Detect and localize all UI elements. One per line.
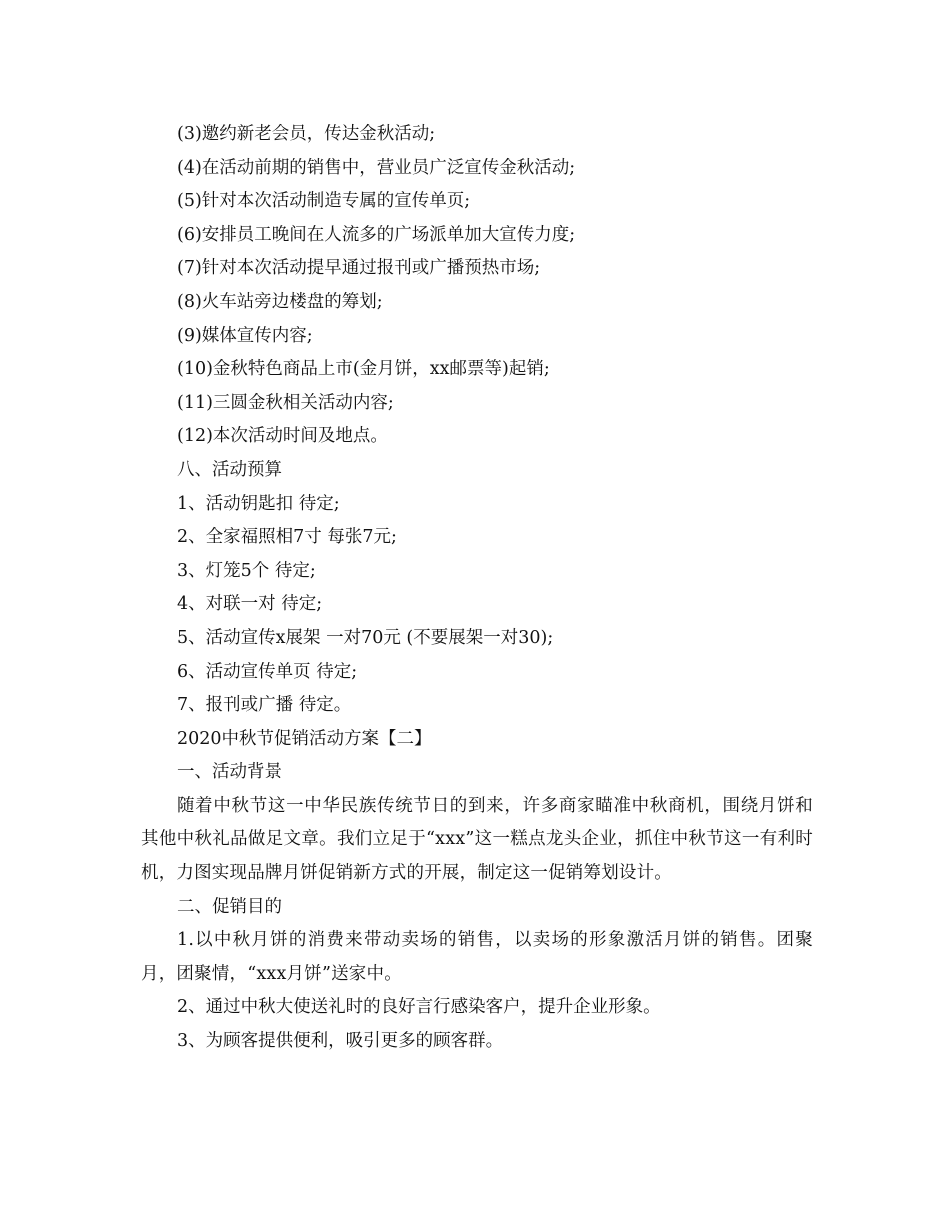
- paragraph-background: 随着中秋节这一中华民族传统节日的到来，许多商家瞄准中秋商机，围绕月饼和其他中秋礼品做足文章。我们立足于“xxx”这一糕点龙头企业，抓住中秋节这一有利时机，力图实现品牌月饼促销新方式的开展，制定这一促销筹划设计。: [141, 795, 813, 884]
- budget-item-display-stand: 5、活动宣传x展架 一对70元 (不要展架一对30);: [177, 627, 554, 648]
- list-item-evening-flyers: (6)安排员工晚间在人流多的广场派单加大宣传力度;: [177, 224, 576, 245]
- list-item-invite-members: (3)邀约新老会员，传达金秋活动;: [177, 124, 436, 144]
- section-heading-budget: 八、活动预算: [177, 459, 282, 480]
- budget-item-press-radio: 7、报刊或广播 待定。: [177, 695, 352, 716]
- list-item-station-estate: (8)火车站旁边楼盘的筹划;: [177, 291, 383, 312]
- list-item-time-place: (12)本次活动时间及地点。: [177, 426, 388, 447]
- list-item-media-warmup: (7)针对本次活动提早通过报刊或广播预热市场;: [177, 258, 541, 279]
- list-item-staff-promotion: (4)在活动前期的销售中，营业员广泛宣传金秋活动;: [177, 157, 576, 178]
- list-item-related-activities: (11)三圆金秋相关活动内容;: [177, 392, 394, 413]
- budget-item-family-photo: 2、全家福照相7寸 每张7元;: [177, 527, 397, 548]
- paragraph-goal-1: 1.以中秋月饼的消费来带动卖场的销售，以卖场的形象激活月饼的销售。团聚月，团聚情，“xxx月饼”送家中。: [141, 930, 813, 984]
- section-heading-background: 一、活动背景: [177, 762, 282, 783]
- list-item-leaflet: (5)针对本次活动制造专属的宣传单页;: [177, 191, 471, 212]
- budget-item-keychain: 1、活动钥匙扣 待定;: [177, 493, 340, 514]
- budget-item-leaflets: 6、活动宣传单页 待定;: [177, 661, 358, 682]
- goal-item-3: 3、为顾客提供便利，吸引更多的顾客群。: [177, 1031, 504, 1052]
- budget-item-couplets: 4、对联一对 待定;: [177, 594, 323, 615]
- plan-title-two: 2020中秋节促销活动方案【二】: [177, 728, 432, 749]
- budget-item-lanterns: 3、灯笼5个 待定;: [177, 560, 316, 581]
- section-heading-goal: 二、促销目的: [177, 896, 282, 917]
- goal-item-2: 2、通过中秋大使送礼时的良好言行感染客户，提升企业形象。: [177, 997, 661, 1018]
- list-item-special-goods: (10)金秋特色商品上市(金月饼，xx邮票等)起销;: [177, 359, 550, 380]
- list-item-media-content: (9)媒体宣传内容;: [177, 325, 313, 346]
- document-body: [141, 118, 813, 1059]
